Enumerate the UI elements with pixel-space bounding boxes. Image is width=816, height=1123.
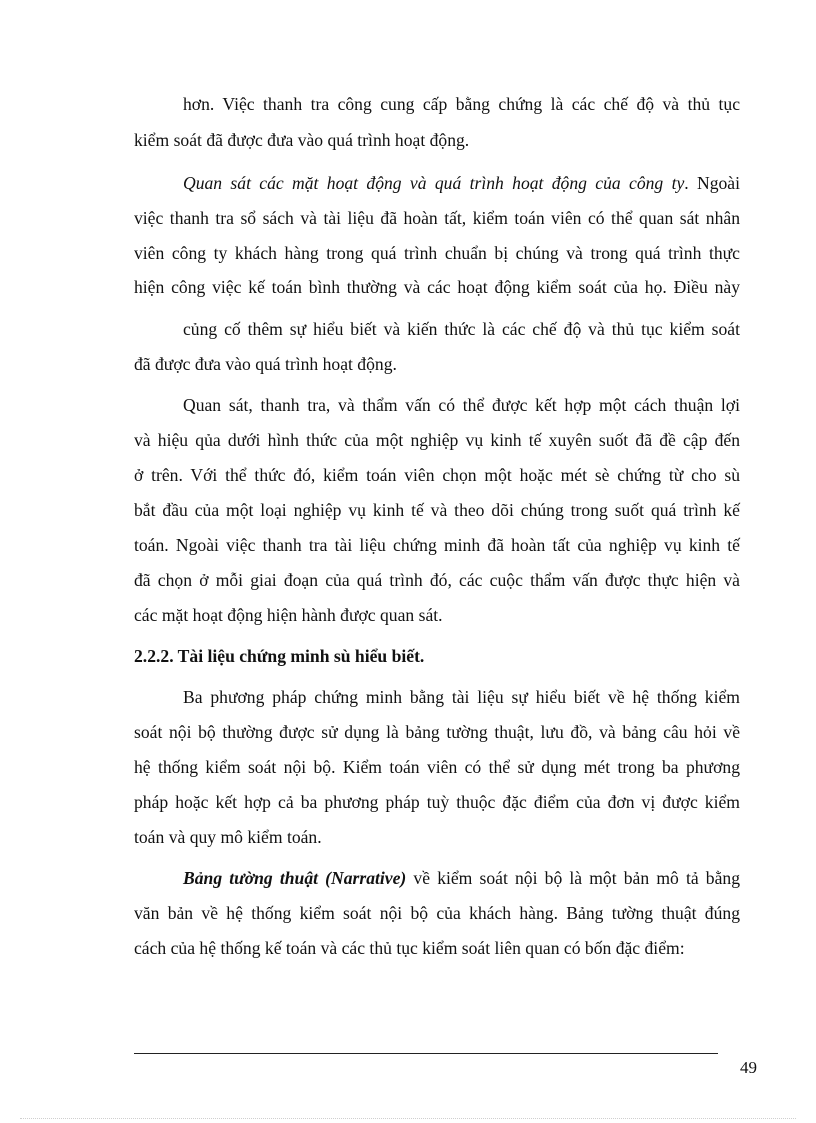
narrative-rest: về kiểm soát nội bộ là một bản mô tả bằng xyxy=(406,868,741,888)
observation-italic-lead: Quan sát các mặt hoạt động và quá trình hoạt động của công ty xyxy=(183,173,685,193)
paragraph-line: đã chọn ở mỗi giai đoạn của quá trình đó, các cuộc thẩm vấn được thực hiện và xyxy=(134,570,740,590)
paragraph-line: pháp hoặc kết hợp cả ba phương pháp tuỳ thuộc đặc điểm của đơn vị được kiểm xyxy=(134,792,740,812)
section-heading: 2.2.2. Tài liệu chứng minh sù hiểu biết. xyxy=(134,646,425,666)
paragraph-line: đã được đưa vào quá trình hoạt động. xyxy=(134,354,397,374)
paragraph-line: toán. Ngoài việc thanh tra tài liệu chứng minh đã hoàn tất của nghiệp vụ kinh tế xyxy=(134,535,740,555)
paragraph-line: và hiệu qủa dưới hình thức của một nghiệp vụ kinh tế xuyên suốt đã đề cập đến xyxy=(134,430,740,450)
paragraph-line: kiểm soát đã được đưa vào quá trình hoạt động. xyxy=(134,130,470,150)
paragraph-line: viên công ty khách hàng trong quá trình chuẩn bị chúng và trong quá trình thực xyxy=(134,243,740,263)
page-number: 49 xyxy=(740,1058,757,1077)
paragraph-line: cách của hệ thống kế toán và các thủ tục kiểm soát liên quan có bốn đặc điểm: xyxy=(134,938,685,958)
footer-rule xyxy=(134,1053,718,1054)
paragraph-line: việc thanh tra sổ sách và tài liệu đã hoàn tất, kiểm toán viên có thể quan sát nhân xyxy=(134,208,740,228)
observation-rest: . Ngoài xyxy=(684,173,740,193)
paragraph-line: ở trên. Với thể thức đó, kiểm toán viên chọn một hoặc mét sè chứng từ cho sù xyxy=(134,465,740,485)
page-bottom-dotted-border xyxy=(20,1118,796,1119)
paragraph-line: bắt đầu của một loại nghiệp vụ kinh tế và theo dõi chúng trong suốt quá trình kế xyxy=(134,500,740,520)
paragraph-line: các mặt hoạt động hiện hành được quan sát. xyxy=(134,605,443,625)
paragraph-line: Quan sát, thanh tra, và thẩm vấn có thể được kết hợp một cách thuận lợi xyxy=(183,395,740,415)
paragraph-line: toán và quy mô kiểm toán. xyxy=(134,827,322,847)
paragraph-line-narrative xyxy=(183,867,740,889)
paragraph-line-observation xyxy=(183,172,740,194)
narrative-term: Bảng tường thuật (Narrative) xyxy=(183,868,407,888)
paragraph-line: củng cố thêm sự hiểu biết và kiến thức là các chế độ và thủ tục kiểm soát xyxy=(183,319,740,339)
paragraph-line: hơn. Việc thanh tra công cung cấp bằng chứng là các chế độ và thủ tục xyxy=(183,94,740,114)
paragraph-line: Ba phương pháp chứng minh bằng tài liệu sự hiểu biết về hệ thống kiểm xyxy=(183,687,740,707)
paragraph-line: hiện công việc kế toán bình thường và các hoạt động kiểm soát của họ. Điều này xyxy=(134,277,740,297)
paragraph-line: văn bản về hệ thống kiểm soát nội bộ của khách hàng. Bảng tường thuật đúng xyxy=(134,903,740,923)
paragraph-line: soát nội bộ thường được sử dụng là bảng tường thuật, lưu đồ, và bảng câu hỏi về xyxy=(134,722,740,742)
paragraph-line: hệ thống kiểm soát nội bộ. Kiểm toán viên có thể sử dụng mét trong ba phương xyxy=(134,757,740,777)
